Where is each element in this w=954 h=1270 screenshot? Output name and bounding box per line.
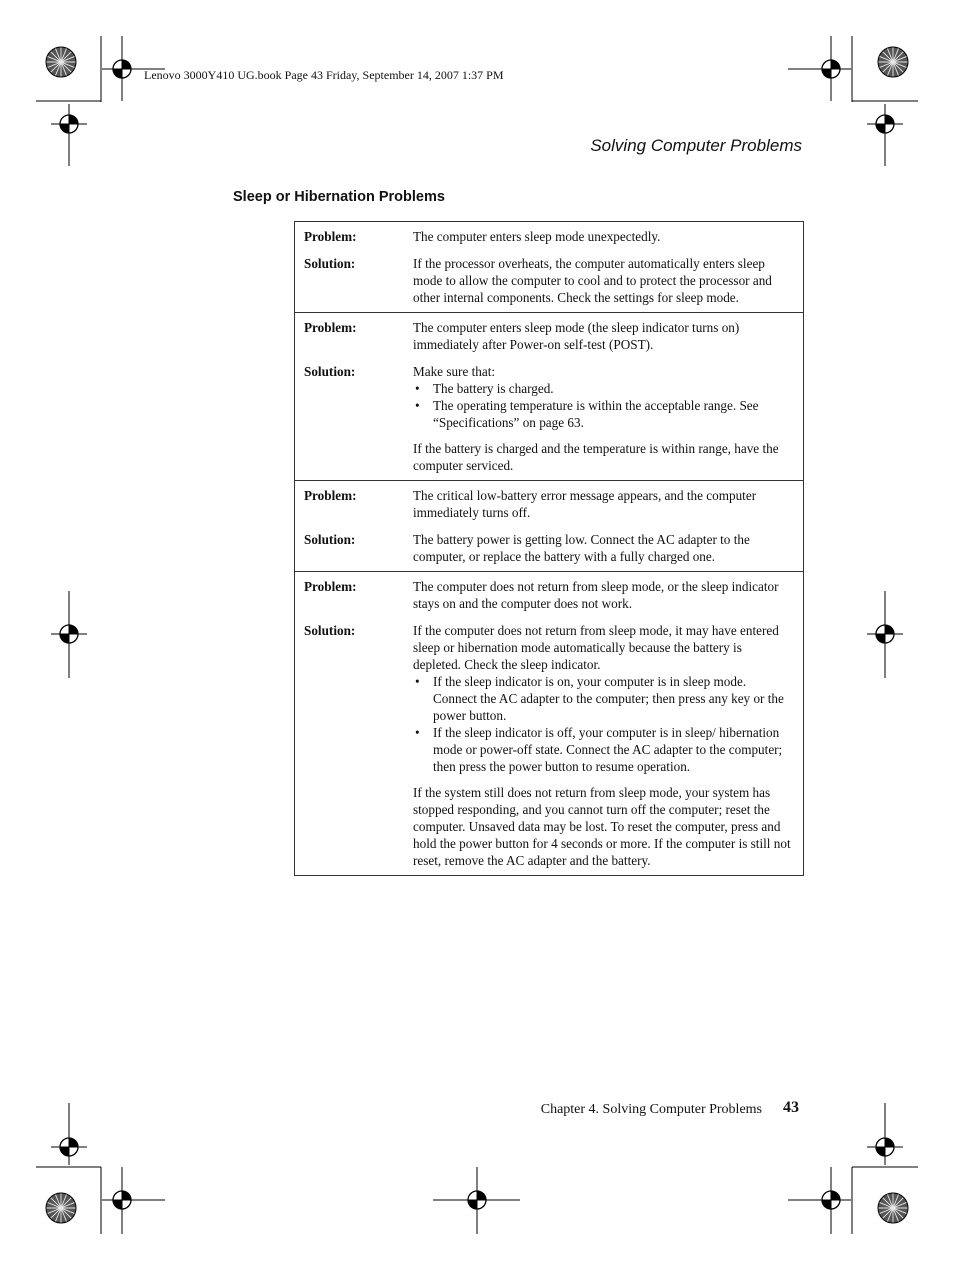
problem-label: Problem:	[304, 320, 357, 335]
list-item: • If the sleep indicator is on, your computer is in sleep mode. Connect the AC adapter to the computer; then press any key or the power button.	[413, 673, 793, 724]
solution-row	[304, 363, 793, 474]
table-entry	[295, 222, 803, 312]
solution-text	[413, 255, 793, 306]
running-header: Solving Computer Problems	[590, 136, 802, 155]
solution-bullet-list	[413, 673, 793, 775]
problem-row	[304, 578, 793, 612]
solution-text	[413, 531, 793, 565]
solution-outro: If the system still does not return from sleep mode, your system has stopped responding, and you cannot turn off the computer; reset the computer. Unsaved data may be lost. To reset the computer, press and hold the power button for 4 seconds or more. If the computer is still not reset, remove the AC adapter and the battery.	[413, 785, 791, 868]
solution-paragraph: If the processor overheats, the computer automatically enters sleep mode to allow the computer to cool and to protect the processor and other internal components. Check the settings for sleep mode.	[413, 256, 772, 305]
page-number: 43	[783, 1099, 799, 1116]
solution-text	[413, 622, 793, 869]
problem-text: The computer enters sleep mode unexpectedly.	[413, 229, 661, 244]
solution-paragraph: The battery power is getting low. Connect the AC adapter to the computer, or replace the battery with a fully charged one.	[413, 532, 750, 564]
list-item: • The battery is charged.	[413, 380, 793, 397]
print-meta-line: Lenovo 3000Y410 UG.book Page 43 Friday, September 14, 2007 1:37 PM	[144, 68, 504, 82]
problem-row	[304, 487, 793, 521]
section-title: Sleep or Hibernation Problems	[233, 189, 445, 205]
table-entry	[295, 312, 803, 480]
footer-chapter-title: Chapter 4. Solving Computer Problems	[540, 1102, 762, 1117]
solution-outro: If the battery is charged and the temperature is within range, have the computer serviced.	[413, 441, 779, 473]
list-item: • If the sleep indicator is off, your computer is in sleep/ hibernation mode or power-off state. Connect the AC adapter to the computer; then press the power button to resume operation.	[413, 724, 793, 775]
solution-text	[413, 363, 793, 474]
solution-row	[304, 255, 793, 306]
problem-text: The computer does not return from sleep mode, or the sleep indicator stays on and the computer does not work.	[413, 579, 779, 611]
problem-text: The computer enters sleep mode (the sleep indicator turns on) immediately after Power-on self-test (POST).	[413, 320, 740, 352]
solution-row	[304, 622, 793, 869]
table-entry	[295, 480, 803, 571]
solution-bullet-list	[413, 380, 793, 431]
solution-intro: If the computer does not return from sleep mode, it may have entered sleep or hibernation mode automatically because the battery is depleted. Check the sleep indicator.	[413, 623, 779, 672]
solution-label: Solution:	[304, 364, 356, 379]
solution-label: Solution:	[304, 256, 356, 271]
problem-label: Problem:	[304, 229, 357, 244]
solution-label: Solution:	[304, 623, 356, 638]
solution-label: Solution:	[304, 532, 356, 547]
problem-solution-table	[294, 221, 804, 876]
table-entry	[295, 571, 803, 875]
list-item: • The operating temperature is within the acceptable range. See “Specifications” on page 63.	[413, 397, 793, 431]
problem-label: Problem:	[304, 579, 357, 594]
problem-text: The critical low-battery error message appears, and the computer immediately turns off.	[413, 488, 757, 520]
problem-label: Problem:	[304, 488, 357, 503]
solution-row	[304, 531, 793, 565]
problem-row	[304, 228, 793, 245]
solution-intro: Make sure that:	[413, 364, 496, 379]
problem-row	[304, 319, 793, 353]
